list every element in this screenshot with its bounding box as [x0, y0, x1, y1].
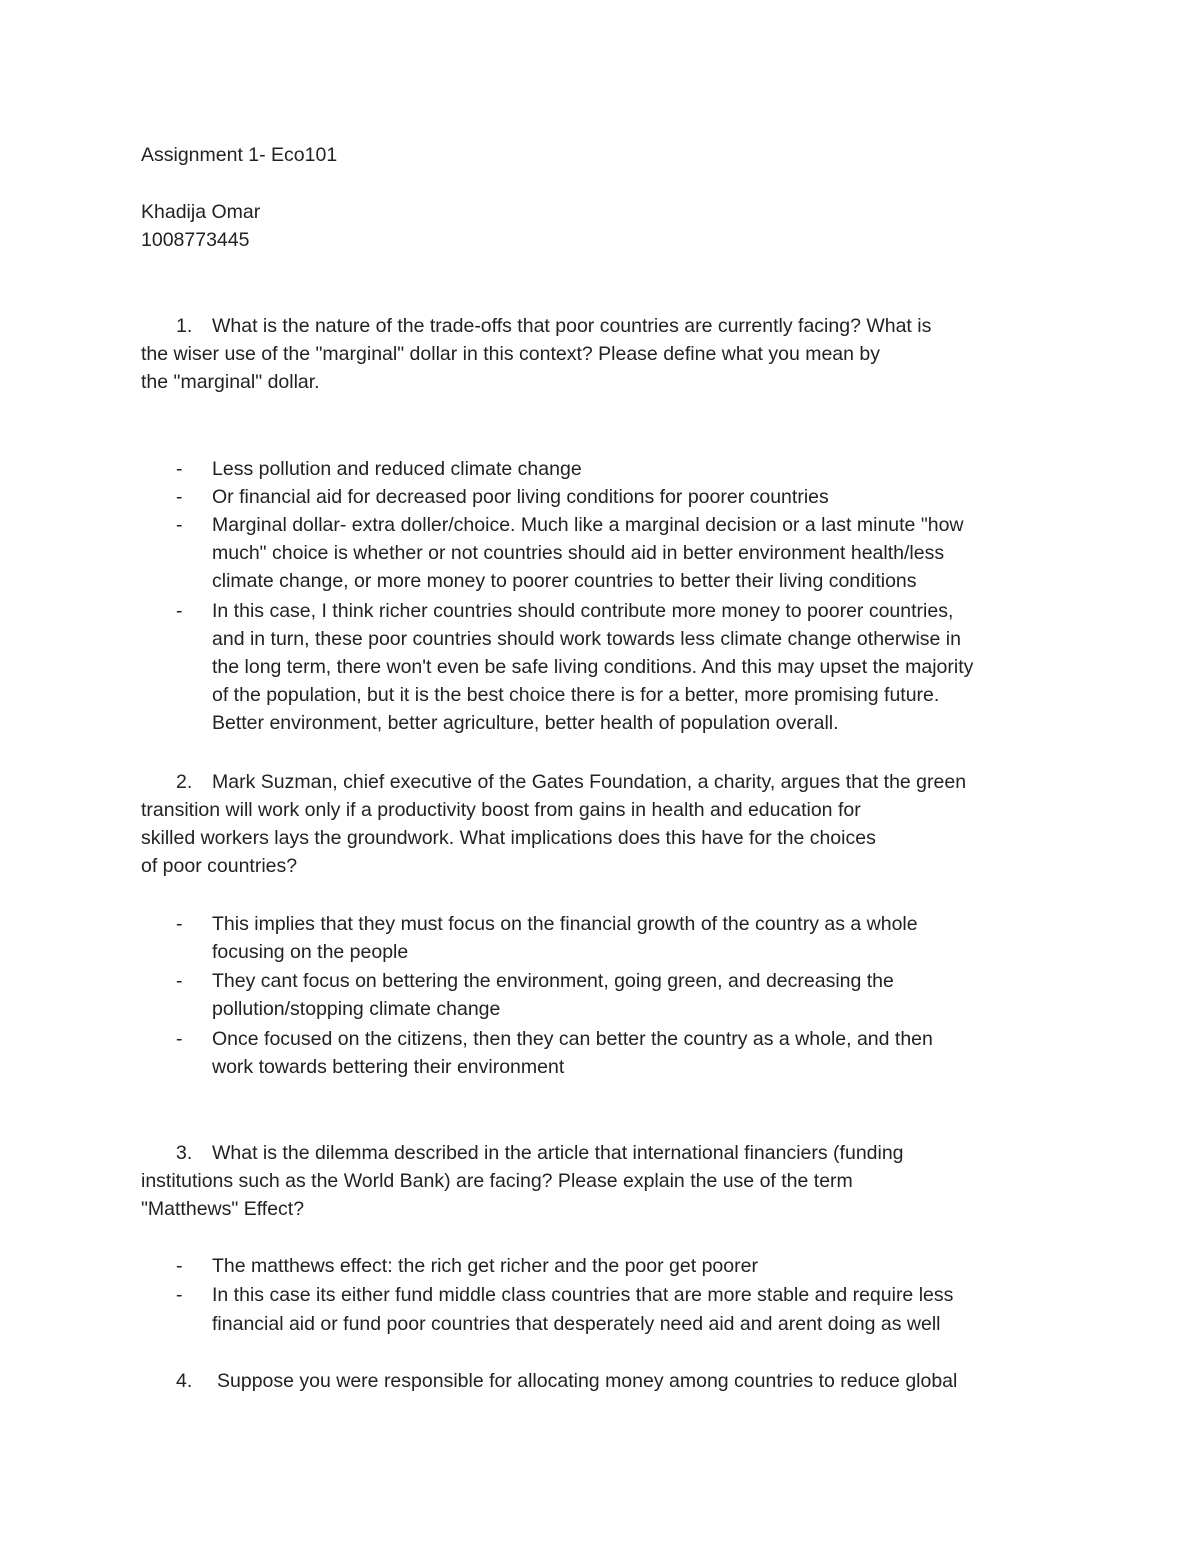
question-text: "Matthews" Effect?	[141, 1198, 305, 1220]
bullet-dash: -	[176, 600, 183, 622]
answer-text: climate change, or more money to poorer countries to better their living conditions	[212, 570, 917, 592]
answer-text: Better environment, better agriculture, better health of population overall.	[212, 712, 839, 734]
answer-text: work towards bettering their environment	[212, 1056, 565, 1078]
answer-text: pollution/stopping climate change	[212, 998, 501, 1020]
question-number: 3.	[176, 1142, 193, 1164]
question-text: institutions such as the World Bank) are facing? Please explain the use of the term	[141, 1170, 853, 1192]
answer-text: focusing on the people	[212, 941, 409, 963]
bullet-dash: -	[176, 1028, 183, 1050]
bullet-dash: -	[176, 486, 183, 508]
question-number: 2.	[176, 771, 193, 793]
question-text: What is the nature of the trade-offs that poor countries are currently facing? What is	[212, 315, 932, 337]
assignment-title: Assignment 1- Eco101	[141, 144, 338, 166]
answer-text: They cant focus on bettering the environment, going green, and decreasing the	[212, 970, 894, 992]
question-text: What is the dilemma described in the article that international financiers (funding	[212, 1142, 904, 1164]
question-text: of poor countries?	[141, 855, 298, 877]
bullet-dash: -	[176, 514, 183, 536]
question-text: skilled workers lays the groundwork. What implications does this have for the choices	[141, 827, 876, 849]
answer-text: much" choice is whether or not countries should aid in better environment health/less	[212, 542, 945, 564]
answer-text: of the population, but it is the best choice there is for a better, more promising future.	[212, 684, 940, 706]
answer-text: This implies that they must focus on the financial growth of the country as a whole	[212, 913, 918, 935]
question-text: the wiser use of the "marginal" dollar in this context? Please define what you mean by	[141, 343, 881, 365]
question-number: 1.	[176, 315, 193, 337]
answer-text: the long term, there won't even be safe living conditions. And this may upset the majority	[212, 656, 974, 678]
answer-text: financial aid or fund poor countries that desperately need aid and arent doing as well	[212, 1313, 941, 1335]
bullet-dash: -	[176, 458, 183, 480]
answer-text: In this case, I think richer countries should contribute more money to poorer countries,	[212, 600, 954, 622]
question-text: Suppose you were responsible for allocating money among countries to reduce global	[217, 1370, 958, 1392]
bullet-dash: -	[176, 1284, 183, 1306]
bullet-dash: -	[176, 1255, 183, 1277]
answer-text: Less pollution and reduced climate change	[212, 458, 582, 480]
question-text: transition will work only if a productivity boost from gains in health and education for	[141, 799, 861, 821]
answer-text: Or financial aid for decreased poor living conditions for poorer countries	[212, 486, 829, 508]
question-number: 4.	[176, 1370, 193, 1392]
answer-text: and in turn, these poor countries should work towards less climate change otherwise in	[212, 628, 961, 650]
answer-text: Marginal dollar- extra doller/choice. Much like a marginal decision or a last minute "how	[212, 514, 964, 536]
answer-text: The matthews effect: the rich get richer and the poor get poorer	[212, 1255, 758, 1277]
answer-text: Once focused on the citizens, then they can better the country as a whole, and then	[212, 1028, 933, 1050]
bullet-dash: -	[176, 913, 183, 935]
answer-text: In this case its either fund middle class countries that are more stable and require less	[212, 1284, 954, 1306]
bullet-dash: -	[176, 970, 183, 992]
student-name: Khadija Omar	[141, 201, 261, 223]
question-text: Mark Suzman, chief executive of the Gates Foundation, a charity, argues that the green	[212, 771, 967, 793]
student-id: 1008773445	[141, 229, 250, 251]
question-text: the "marginal" dollar.	[141, 371, 320, 393]
